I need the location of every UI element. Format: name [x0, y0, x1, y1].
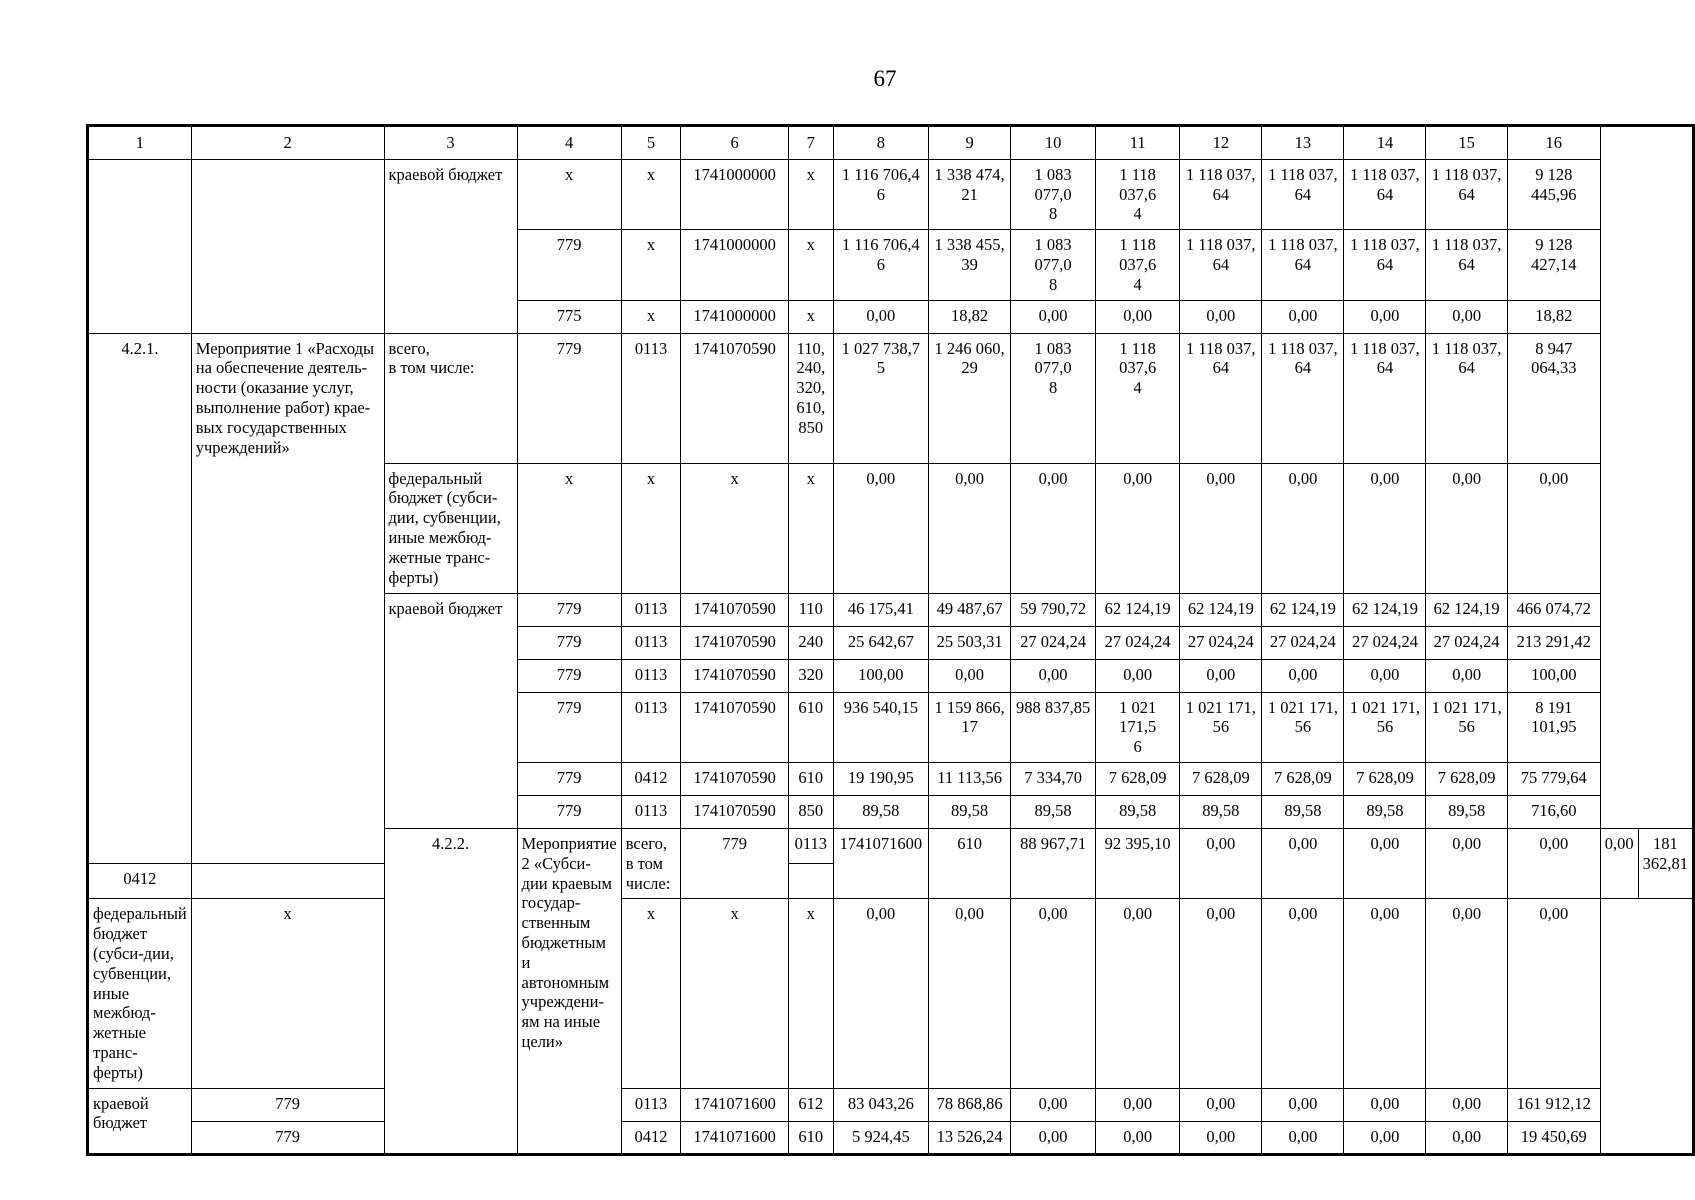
value-cell: 92 395,10 [1096, 828, 1180, 898]
value-cell: 1741070590 [681, 795, 789, 828]
column-header: 4 [517, 126, 621, 160]
value-cell: 0,00 [1426, 659, 1507, 692]
value-cell: 0,00 [833, 463, 928, 593]
value-cell: 62 124,19 [1180, 593, 1262, 626]
value-cell: х [191, 899, 384, 1088]
value-cell: 0,00 [1096, 1088, 1180, 1121]
value-cell: х [621, 159, 681, 229]
value-cell: 83 043,26 [833, 1088, 928, 1121]
value-cell: 0,00 [1426, 1121, 1507, 1154]
value-cell: 27 024,24 [1011, 626, 1096, 659]
column-header: 3 [384, 126, 517, 160]
value-cell: 19 190,95 [833, 762, 928, 795]
source-cell: всего, в том числе: [621, 828, 681, 898]
value-cell: 1 021 171, 56 [1344, 692, 1426, 762]
value-cell: х [621, 899, 681, 1088]
value-cell: 779 [517, 795, 621, 828]
column-header: 11 [1096, 126, 1180, 160]
value-cell: 988 837,85 [1011, 692, 1096, 762]
value-cell: 1 118 037, 64 [1262, 333, 1344, 463]
value-cell: 0,00 [833, 300, 928, 333]
value-cell: 0,00 [1011, 899, 1096, 1088]
value-cell: 0,00 [929, 659, 1011, 692]
value-cell: 1741070590 [681, 659, 789, 692]
value-cell: 1741070590 [681, 762, 789, 795]
value-cell: 1 118 037,6 4 [1096, 230, 1180, 300]
value-cell: 1 118 037, 64 [1180, 333, 1262, 463]
value-cell: 936 540,15 [833, 692, 928, 762]
value-cell: 27 024,24 [1262, 626, 1344, 659]
value-cell: 1 021 171, 56 [1262, 692, 1344, 762]
value-cell: 0,00 [1344, 828, 1426, 898]
value-cell: 0113 [621, 692, 681, 762]
value-cell: 0,00 [1507, 463, 1600, 593]
value-cell: 0,00 [1180, 899, 1262, 1088]
value-cell: 0,00 [1262, 1088, 1344, 1121]
value-cell: 779 [517, 692, 621, 762]
value-cell: 0412 [621, 762, 681, 795]
value-cell: 0,00 [1262, 828, 1344, 898]
column-header: 14 [1344, 126, 1426, 160]
value-cell: 0,00 [1426, 300, 1507, 333]
value-cell: 0,00 [1426, 463, 1507, 593]
value-cell: 0,00 [1344, 659, 1426, 692]
value-cell: 0,00 [929, 899, 1011, 1088]
value-cell: 0,00 [1011, 659, 1096, 692]
value-cell: 89,58 [1262, 795, 1344, 828]
source-cell: краевой бюджет [384, 159, 517, 333]
measure-number: 4.2.2. [384, 828, 517, 1154]
value-cell: 0,00 [1096, 659, 1180, 692]
value-cell: 0,00 [1344, 899, 1426, 1088]
value-cell: 775 [517, 300, 621, 333]
value-cell: 779 [681, 828, 789, 898]
value-cell: 320 [788, 659, 833, 692]
value-cell: 213 291,42 [1507, 626, 1600, 659]
value-cell: 7 628,09 [1180, 762, 1262, 795]
value-cell: 62 124,19 [1344, 593, 1426, 626]
value-cell: 779 [517, 333, 621, 463]
column-header: 2 [191, 126, 384, 160]
value-cell: 25 503,31 [929, 626, 1011, 659]
value-cell: 0,00 [929, 463, 1011, 593]
value-cell: 25 642,67 [833, 626, 928, 659]
measure-name: Мероприятие 1 «Расходы на обеспечение деятель-ности (оказание услуг, выполнение работ) крае-вых государственных учреждений» [191, 333, 384, 864]
value-cell: 62 124,19 [1262, 593, 1344, 626]
value-cell: 1 083 077,0 8 [1011, 230, 1096, 300]
column-header: 8 [833, 126, 928, 160]
value-cell: 612 [788, 1088, 833, 1121]
value-cell: 7 628,09 [1344, 762, 1426, 795]
value-cell: 0412 [621, 1121, 681, 1154]
value-cell: 779 [191, 1088, 384, 1121]
column-header: 12 [1180, 126, 1262, 160]
value-cell: 0,00 [1344, 300, 1426, 333]
value-cell: 779 [517, 593, 621, 626]
column-header: 16 [1507, 126, 1600, 160]
value-cell: 466 074,72 [1507, 593, 1600, 626]
value-cell: 89,58 [1096, 795, 1180, 828]
value-cell: 89,58 [1180, 795, 1262, 828]
value-cell: 1 118 037, 64 [1426, 159, 1507, 229]
value-cell: 1741070590 [681, 593, 789, 626]
value-cell: 89,58 [1011, 795, 1096, 828]
value-cell: 1741000000 [681, 230, 789, 300]
column-header: 7 [788, 126, 833, 160]
value-cell: 1 246 060, 29 [929, 333, 1011, 463]
value-cell: 0,00 [1507, 828, 1600, 898]
header-row [88, 126, 1694, 160]
value-cell: 779 [517, 762, 621, 795]
value-cell: 89,58 [1344, 795, 1426, 828]
value-cell: 1 118 037, 64 [1344, 230, 1426, 300]
value-cell: 161 912,12 [1507, 1088, 1600, 1121]
value-cell: 1 083 077,0 8 [1011, 159, 1096, 229]
value-cell: 0,00 [1507, 899, 1600, 1088]
value-cell: 7 628,09 [1426, 762, 1507, 795]
value-cell: 1741070590 [681, 626, 789, 659]
column-header: 5 [621, 126, 681, 160]
value-cell: 1 118 037,6 4 [1096, 333, 1180, 463]
value-cell: 1 021 171, 56 [1180, 692, 1262, 762]
value-cell: х [621, 230, 681, 300]
value-cell: 0,00 [1096, 1121, 1180, 1154]
value-cell: 89,58 [929, 795, 1011, 828]
value-cell: 78 868,86 [929, 1088, 1011, 1121]
value-cell: 610 [788, 1121, 833, 1154]
value-cell: 1 118 037, 64 [1426, 333, 1507, 463]
value-cell: 0412 [88, 864, 192, 899]
value-cell: 0,00 [1096, 300, 1180, 333]
budget-table [86, 124, 1695, 1156]
value-cell: 7 628,09 [1262, 762, 1344, 795]
value-cell: 0,00 [1344, 1121, 1426, 1154]
value-cell: 89,58 [833, 795, 928, 828]
source-cell: всего, в том числе: [384, 333, 517, 463]
column-header: 10 [1011, 126, 1096, 160]
column-header: 13 [1262, 126, 1344, 160]
value-cell: 240 [788, 626, 833, 659]
value-cell: 1 116 706,4 6 [833, 159, 928, 229]
value-cell: 13 526,24 [929, 1121, 1011, 1154]
value-cell: 0,00 [1426, 899, 1507, 1088]
value-cell: 11 113,56 [929, 762, 1011, 795]
value-cell: х [788, 300, 833, 333]
value-cell: х [681, 463, 789, 593]
value-cell: 110 [788, 593, 833, 626]
value-cell: х [788, 899, 833, 1088]
value-cell: 0113 [621, 795, 681, 828]
value-cell: 0,00 [1426, 828, 1507, 898]
value-cell: 0,00 [1011, 1088, 1096, 1121]
value-cell: 1 118 037, 64 [1180, 230, 1262, 300]
value-cell: 0,00 [1011, 463, 1096, 593]
value-cell: 49 487,67 [929, 593, 1011, 626]
value-cell: 27 024,24 [1096, 626, 1180, 659]
value-cell: 27 024,24 [1180, 626, 1262, 659]
value-cell: х [681, 899, 789, 1088]
value-cell: 8 191 101,95 [1507, 692, 1600, 762]
value-cell: 1 338 455, 39 [929, 230, 1011, 300]
value-cell: 18,82 [929, 300, 1011, 333]
value-cell: х [788, 159, 833, 229]
value-cell: 0,00 [833, 899, 928, 1088]
table-row [88, 1121, 1694, 1154]
column-header: 9 [929, 126, 1011, 160]
value-cell: 0,00 [1096, 463, 1180, 593]
value-cell: 0113 [621, 593, 681, 626]
value-cell: 0,00 [1180, 828, 1262, 898]
value-cell: 610 [929, 828, 1011, 898]
value-cell: 0,00 [1600, 828, 1638, 898]
value-cell: 1 021 171,5 6 [1096, 692, 1180, 762]
value-cell: 1 118 037, 64 [1180, 159, 1262, 229]
measure-number: 4.2.1. [88, 333, 192, 864]
value-cell: 610 [788, 762, 833, 795]
value-cell: 1741070590 [681, 333, 789, 463]
source-cell: федеральный бюджет (субси-дии, субвенции, иные межбюд-жетные транс-ферты) [384, 463, 517, 593]
value-cell: 0113 [621, 659, 681, 692]
name-cell [191, 159, 384, 333]
value-cell: 716,60 [1507, 795, 1600, 828]
value-cell: х [517, 463, 621, 593]
value-cell: 1 116 706,4 6 [833, 230, 928, 300]
value-cell: 0,00 [1180, 1088, 1262, 1121]
value-cell: х [788, 463, 833, 593]
value-cell: 0,00 [1011, 1121, 1096, 1154]
value-cell: 610 [788, 692, 833, 762]
value-cell: 0,00 [1344, 1088, 1426, 1121]
value-cell: 1 083 077,0 8 [1011, 333, 1096, 463]
value-cell: 1 118 037, 64 [1344, 159, 1426, 229]
value-cell: 181 362,81 [1638, 828, 1693, 898]
value-cell: 88 967,71 [1011, 828, 1096, 898]
value-cell: 0,00 [1180, 659, 1262, 692]
value-cell: 7 334,70 [1011, 762, 1096, 795]
column-header: 6 [681, 126, 789, 160]
value-cell: 0,00 [1262, 1121, 1344, 1154]
table-row [88, 159, 1694, 229]
value-cell: 89,58 [1426, 795, 1507, 828]
value-cell: 1741071600 [833, 828, 928, 898]
value-cell: 100,00 [1507, 659, 1600, 692]
value-cell: 18,82 [1507, 300, 1600, 333]
value-cell: 0,00 [1096, 899, 1180, 1088]
value-cell: 0113 [621, 333, 681, 463]
value-cell: 0,00 [1262, 463, 1344, 593]
value-cell: 1741071600 [681, 1088, 789, 1121]
value-cell: 0,00 [1180, 463, 1262, 593]
value-cell: 19 450,69 [1507, 1121, 1600, 1154]
value-cell: 110, 240, 320, 610, 850 [788, 333, 833, 463]
column-header: 15 [1426, 126, 1507, 160]
value-cell: 75 779,64 [1507, 762, 1600, 795]
value-cell: 1 021 171, 56 [1426, 692, 1507, 762]
value-cell: х [517, 159, 621, 229]
num-cell [88, 159, 192, 333]
value-cell: 8 947 064,33 [1507, 333, 1600, 463]
value-cell: 0113 [621, 1088, 681, 1121]
value-cell: 0,00 [1344, 463, 1426, 593]
value-cell: 9 128 445,96 [1507, 159, 1600, 229]
value-cell: 0113 [788, 828, 833, 863]
value-cell: 0,00 [1426, 1088, 1507, 1121]
value-cell: 1 118 037, 64 [1426, 230, 1507, 300]
value-cell: 1741000000 [681, 159, 789, 229]
value-cell: 0,00 [1262, 899, 1344, 1088]
value-cell: 59 790,72 [1011, 593, 1096, 626]
value-cell: 0,00 [1180, 300, 1262, 333]
column-header: 1 [88, 126, 192, 160]
page-number: 67 [873, 66, 897, 91]
table-row [88, 899, 1694, 1088]
value-cell: 779 [517, 230, 621, 300]
value-cell: 27 024,24 [1344, 626, 1426, 659]
value-cell: 1741071600 [681, 1121, 789, 1154]
value-cell: 1 118 037,6 4 [1096, 159, 1180, 229]
value-cell: 62 124,19 [1096, 593, 1180, 626]
value-cell: 779 [191, 1121, 384, 1154]
value-cell: х [788, 230, 833, 300]
value-cell: 1 027 738,7 5 [833, 333, 928, 463]
value-cell: 1741070590 [681, 692, 789, 762]
source-cell: краевой бюджет [88, 1088, 192, 1154]
value-cell: 46 175,41 [833, 593, 928, 626]
value-cell: 1 338 474, 21 [929, 159, 1011, 229]
value-cell: 27 024,24 [1426, 626, 1507, 659]
value-cell: 1 118 037, 64 [1262, 230, 1344, 300]
value-cell: 1 118 037, 64 [1344, 333, 1426, 463]
value-cell: 5 924,45 [833, 1121, 928, 1154]
value-cell: х [621, 463, 681, 593]
table-row [88, 1088, 1694, 1121]
value-cell: 0,00 [1180, 1121, 1262, 1154]
value-cell: 0,00 [1011, 300, 1096, 333]
source-cell: федеральный бюджет (субси-дии, субвенции, иные межбюд-жетные транс-ферты) [88, 899, 192, 1088]
value-cell: х [621, 300, 681, 333]
value-cell: 779 [517, 659, 621, 692]
value-cell: 779 [517, 626, 621, 659]
value-cell: 1741000000 [681, 300, 789, 333]
value-cell: 1 118 037, 64 [1262, 159, 1344, 229]
measure-name: Мероприятие 2 «Субси-дии краевым государ-ственным бюджетным и автономным учреждени-ям на иные цели» [517, 828, 621, 1154]
value-cell: 100,00 [833, 659, 928, 692]
value-cell: 62 124,19 [1426, 593, 1507, 626]
value-cell: 0113 [621, 626, 681, 659]
value-cell: 9 128 427,14 [1507, 230, 1600, 300]
source-cell: краевой бюджет [384, 593, 517, 828]
value-cell: 850 [788, 795, 833, 828]
table-row [88, 333, 1694, 463]
value-cell: 1 159 866, 17 [929, 692, 1011, 762]
value-cell: 0,00 [1262, 300, 1344, 333]
value-cell: 7 628,09 [1096, 762, 1180, 795]
value-cell: 0,00 [1262, 659, 1344, 692]
